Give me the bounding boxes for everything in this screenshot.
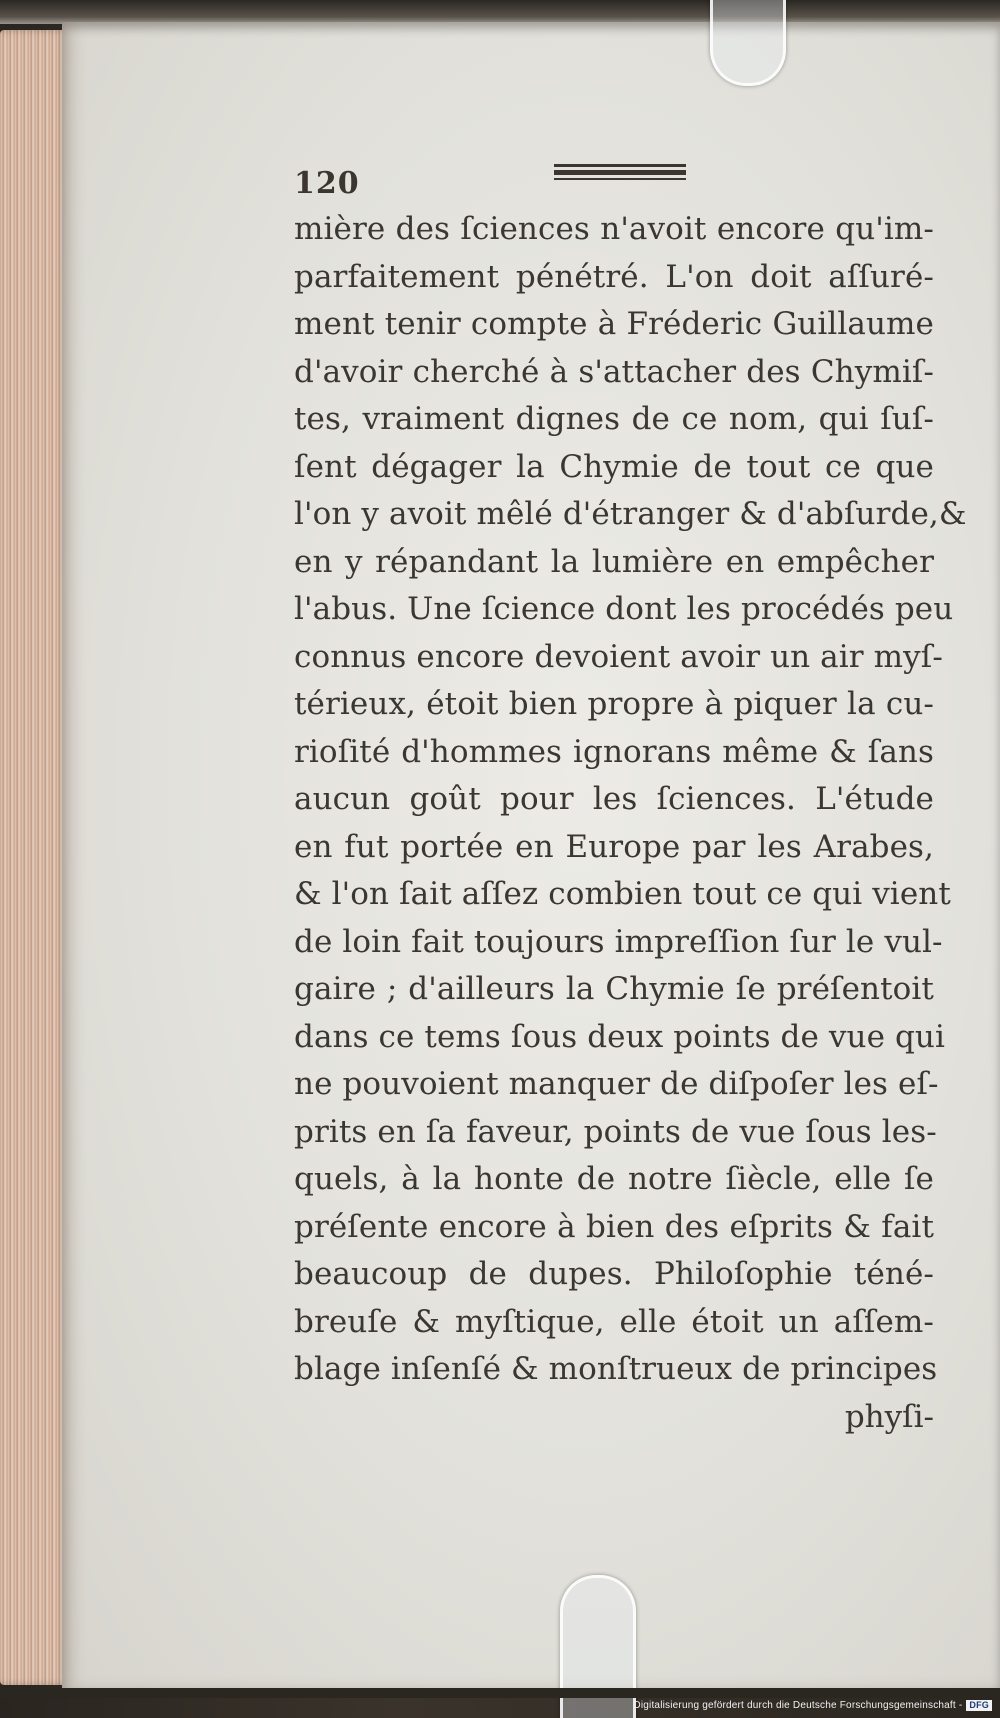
text-line: ſent dégager la Chymie de tout ce que (294, 448, 934, 485)
text-line: en fut portée en Europe par les Arabes, (294, 828, 934, 865)
text-line: parfaitement pénétré. L'on doit aſſuré- (294, 258, 934, 295)
text-line: & l'on ſait aſſez combien tout ce qui vient (294, 876, 951, 912)
page-edges (0, 30, 70, 1685)
text-line: breuſe & myſtique, elle étoit un aſſem- (294, 1303, 934, 1340)
page-text-block (294, 160, 967, 1441)
text-line: rioſité d'hommes ignorans même & ſans (294, 733, 934, 770)
text-line: blage inſenſé & monſtrueux de principes (294, 1351, 938, 1387)
header-ornament-rule (554, 164, 686, 180)
text-line: aucun goût pour les ſciences. L'étude (294, 781, 934, 817)
page-header (294, 160, 934, 206)
text-line: d'avoir cherché à s'attacher des Chymiſ- (294, 353, 934, 390)
text-line: ment tenir compte à Fréderic Guillaume (294, 306, 934, 342)
text-line: de loin fait toujours impreſſion ſur le vul- (294, 923, 943, 960)
credit-text: Digitalisierung gefördert durch die Deutsche Forschungsgemeinschaft - (633, 1700, 963, 1712)
text-line: prits en ſa faveur, points de vue ſous les- (294, 1113, 937, 1150)
text-line: connus encore devoient avoir un air myſ- (294, 638, 943, 675)
text-line: térieux, étoit bien propre à piquer la cu- (294, 686, 934, 722)
text-line: ne pouvoient manquer de diſpoſer les eſ- (294, 1066, 939, 1102)
text-line: l'on y avoit mêlé d'étranger & d'abſurde,& (294, 496, 967, 532)
dfg-logo: DFG (966, 1700, 992, 1711)
digitization-credit (633, 1700, 992, 1711)
page-number: 120 (294, 166, 360, 201)
page-clip-top (710, 0, 786, 86)
text-line: quels, à la honte de notre ſiècle, elle ſe (294, 1161, 934, 1197)
text-line: gaire ; d'ailleurs la Chymie ſe préſentoit (294, 971, 934, 1007)
scanner-bottom-edge (0, 1688, 1000, 1698)
text-line: l'abus. Une ſcience dont les procédés peu (294, 591, 954, 627)
text-line: tes, vraiment dignes de ce nom, qui ſuſ- (294, 401, 934, 437)
text-line: mière des ſciences n'avoit encore qu'im- (294, 211, 934, 247)
scanner-top-edge (0, 0, 1000, 24)
text-line: dans ce tems ſous deux points de vue qui (294, 1018, 945, 1055)
catchword: phyſi- (844, 1398, 934, 1435)
body-text (294, 206, 967, 1394)
text-line: préſente encore à bien des eſprits & fait (294, 1208, 934, 1245)
text-line: beaucoup de dupes. Philoſophie téné- (294, 1256, 934, 1292)
text-line: en y répandant la lumière en empêcher (294, 543, 934, 580)
